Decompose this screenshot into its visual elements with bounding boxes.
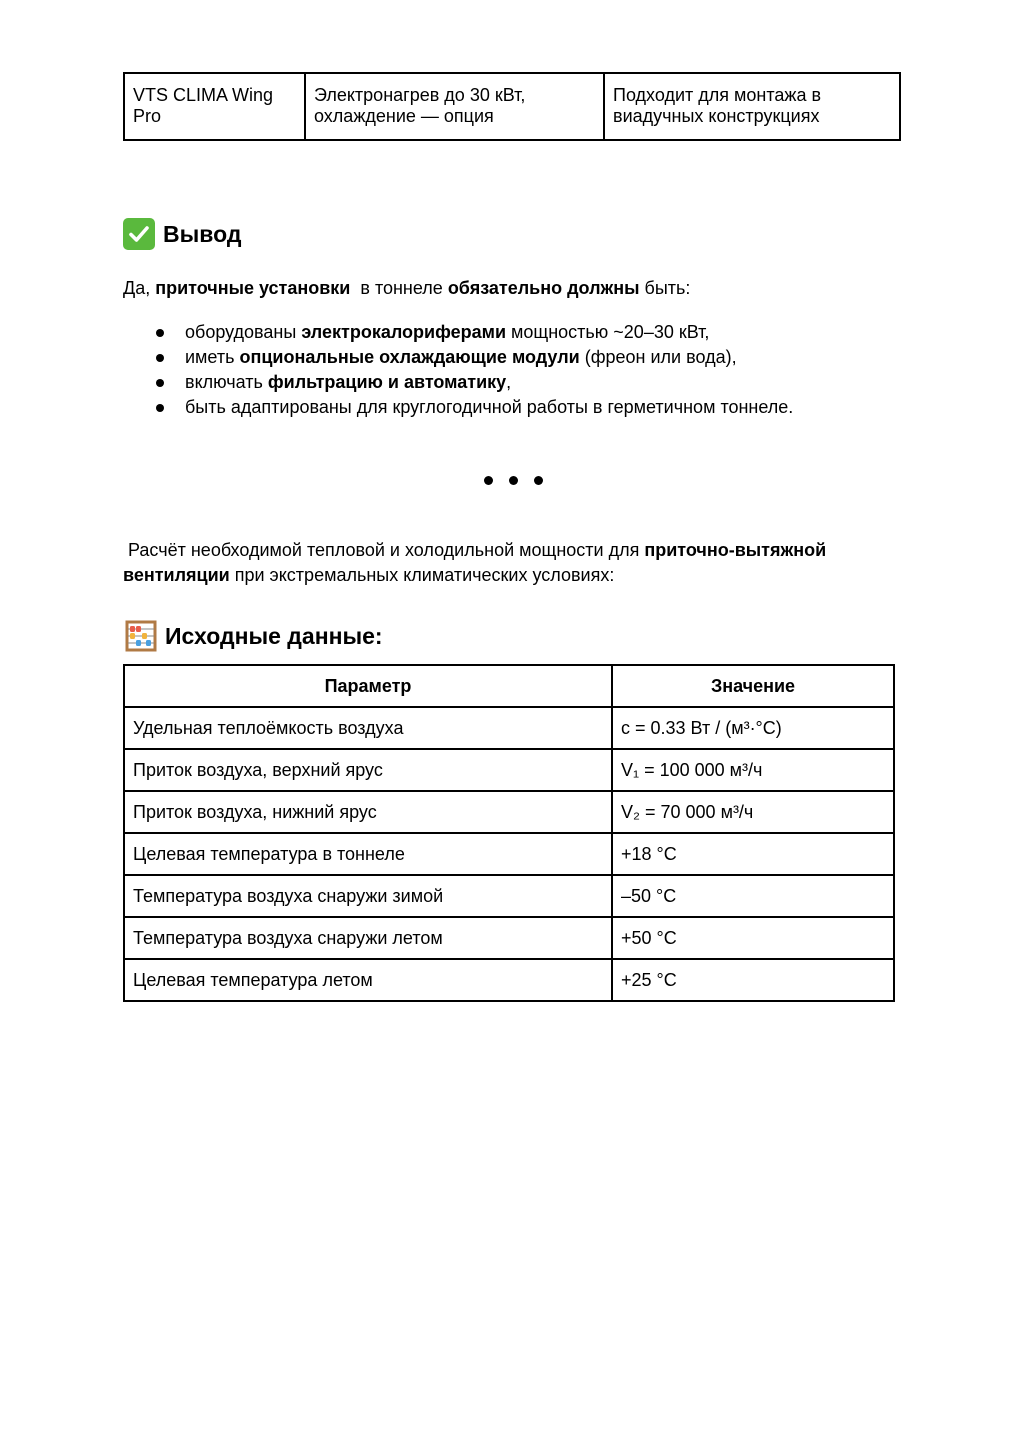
table-cell: Подходит для монтажа в виадучных конструкциях xyxy=(604,73,900,140)
conclusion-intro xyxy=(123,276,883,301)
table-cell: +50 °C xyxy=(612,917,894,959)
table-row xyxy=(124,73,900,140)
check-mark-icon xyxy=(123,218,155,250)
table-cell: Температура воздуха снаружи летом xyxy=(124,917,612,959)
table-cell: Приток воздуха, верхний ярус xyxy=(124,749,612,791)
heading-text: Вывод xyxy=(163,220,242,247)
table-row xyxy=(124,875,894,917)
text-span: оборудованы xyxy=(185,322,302,342)
bold-text: электрокалориферами xyxy=(301,322,507,342)
list-item xyxy=(123,345,903,370)
table-row xyxy=(124,959,894,1001)
column-header: Параметр xyxy=(124,665,612,707)
table-cell: +18 °C xyxy=(612,833,894,875)
list-item xyxy=(123,370,903,395)
text-span: Да, xyxy=(123,278,156,298)
table-cell: Электронагрев до 30 кВт, охлаждение — опция xyxy=(305,73,604,140)
equipment-table xyxy=(123,72,901,141)
list-item xyxy=(123,320,903,345)
table-cell: V₂ = 70 000 м³/ч xyxy=(612,791,894,833)
table-row xyxy=(124,707,894,749)
table-cell: VTS CLIMA Wing Pro xyxy=(124,73,305,140)
table-cell: Целевая температура летом xyxy=(124,959,612,1001)
text-span: включать xyxy=(185,372,268,392)
text-span: мощностью ~20–30 кВт, xyxy=(506,322,710,342)
table-cell: +25 °C xyxy=(612,959,894,1001)
bold-text: обязательно должны xyxy=(447,278,640,298)
initial-data-heading xyxy=(125,620,383,652)
text-span: , xyxy=(506,372,512,392)
text-span: быть адаптированы для круглогодичной работы в герметичном тоннеле. xyxy=(185,397,794,417)
text-span: быть: xyxy=(639,278,691,298)
initial-data-table xyxy=(123,664,895,1002)
table-cell: –50 °C xyxy=(612,875,894,917)
table-cell: c = 0.33 Вт / (м³·°C) xyxy=(612,707,894,749)
conclusion-list xyxy=(123,320,903,420)
text-span: Расчёт необходимой тепловой и холодильной мощности для xyxy=(123,540,645,560)
table-cell: V₁ = 100 000 м³/ч xyxy=(612,749,894,791)
table-row xyxy=(124,791,894,833)
bold-text: фильтрацию и автоматику xyxy=(267,372,507,392)
text-span: при экстремальных климатических условиях: xyxy=(229,565,615,585)
heading-text: Исходные данные: xyxy=(165,622,383,649)
text-span: (фреон или вода), xyxy=(579,347,737,367)
table-header-row xyxy=(124,665,894,707)
text-span: в тоннеле xyxy=(350,278,448,298)
table-row xyxy=(124,749,894,791)
table-row xyxy=(124,917,894,959)
table-cell: Удельная теплоёмкость воздуха xyxy=(124,707,612,749)
bold-text: приточно-вытяжной вентиляции xyxy=(123,540,827,585)
column-header: Значение xyxy=(612,665,894,707)
table-row xyxy=(124,833,894,875)
conclusion-heading xyxy=(123,218,241,250)
bold-text: приточные установки xyxy=(155,278,351,298)
bold-text: опциональные охлаждающие модули xyxy=(239,347,580,367)
text-span: иметь xyxy=(185,347,240,367)
calc-intro xyxy=(123,538,883,588)
list-item xyxy=(123,395,903,420)
section-divider xyxy=(484,476,543,485)
table-cell: Температура воздуха снаружи зимой xyxy=(124,875,612,917)
table-cell: Целевая температура в тоннеле xyxy=(124,833,612,875)
table-cell: Приток воздуха, нижний ярус xyxy=(124,791,612,833)
abacus-icon xyxy=(125,620,157,652)
